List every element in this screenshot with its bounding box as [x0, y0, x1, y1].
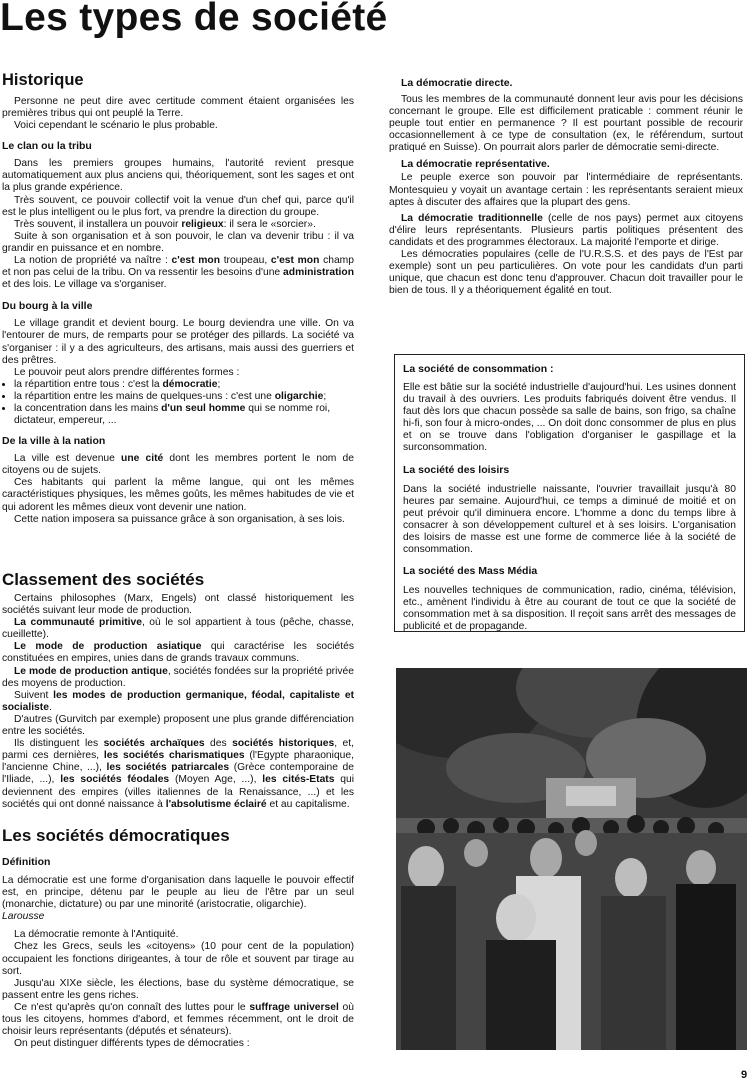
classement-p4: Le mode de production antique, sociétés fondées sur la propriété privée des moyens de production.	[2, 665, 354, 689]
clan-p3: Très souvent, il installera un pouvoir religieux: il sera le «sorcier».	[14, 218, 316, 230]
democratie-traditionnelle-text: La démocratie traditionnelle (celle de nos pays) permet aux citoyens d'élire leurs représentants. Plusieurs partis politiques présentent des candidats et des programmes électoraux. La majorité l'emporte et dirige.	[389, 212, 743, 248]
subsection-title-ville: De la ville à la nation	[2, 435, 106, 448]
democratie-p3: Jusqu'au XIXe siècle, les élections, base du système démocratique, se passent entre les gens riches.	[2, 977, 354, 1001]
bourg-p1: Le village grandit et devient bourg. Le bourg deviendra une ville. On va l'entourer de murs, de remparts pour se protéger des pillards. La société va s'organiser : il y a des agriculteurs, des artisans, mais aussi des guerriers et des prêtres.	[2, 318, 354, 366]
definition-source: Larousse	[2, 911, 45, 923]
clan-p5: La notion de propriété va naître : c'est mon troupeau, c'est mon champ et non pas celui de la tribu. On va ressentir les besoins d'une administration et des lois. Le village va s'organiser.	[2, 255, 354, 291]
right-column-types	[389, 77, 743, 297]
pouvoir-forms-list	[2, 379, 354, 427]
classement-p7: Ils distinguent les sociétés archaïques des sociétés historiques, et, parmi ces dernières, les sociétés charismatiques (l'Egypte pharaonique, l'ancienne Chine, ...), les sociétés patriarcales (Grèce contemporaine de l'Iliade, ...), les sociétés féodales (Moyen Age, ...), les cités-Etats qui deviennent des empires (villes italiennes de la Renaissance, ...) et les sociétés qui ont donné naissance à l'absolutisme éclairé et au capitalisme.	[2, 738, 355, 810]
democratie-p5: On peut distinguer différents types de démocraties :	[14, 1038, 250, 1050]
societe-consommation-text: Elle est bâtie sur la société industrielle d'aujourd'hui. Les usines donnent du travail à des ouvriers. Les produits fabriqués doivent être vendus. Il faut dès lors que chacun possède sa salle de bains, son frigo, sa chaîne hi-fi, son four à micro-ondes, ... On doit donc consommer de plus en plus et on se trouve dans l'obligation d'organiser le gaspillage et la surconsommation.	[403, 382, 736, 454]
clan-p1: Dans les premiers groupes humains, l'autorité revient presque automatiquement aux plus anciens qui, théoriquement, sont les sages et ont la plus grande expérience.	[2, 158, 354, 194]
page-title: Les types de société	[0, 0, 388, 39]
societes-encadre	[394, 354, 745, 632]
classement-p5: Suivent les modes de production germanique, féodal, capitaliste et socialiste.	[2, 689, 354, 713]
democratie-p1: La démocratie remonte à l'Antiquité.	[14, 929, 179, 941]
democratie-representative-text: Le peuple exerce son pouvoir par l'intermédiaire de représentants. Montesquieu y voyait un avantage certain : les représentants seraient mieux aptes à discuter des affaires que la plupart des gens.	[389, 172, 743, 208]
bourg-p2: Le pouvoir peut alors prendre différentes formes :	[14, 366, 240, 378]
democraties-populaires-text: Les démocraties populaires (celle de l'U.R.S.S. et des pays de l'Est par exemple) sont un peu particulières. On vote pour les candidats d'un parti unique, que chacun est donc tenu d'approuver. Chacun doit travailler pour le bien de tous. Il y a théoriquement égalité en tout.	[389, 249, 743, 297]
ville-p3: Cette nation imposera sa puissance grâce à son organisation, à ses lois.	[14, 513, 345, 525]
societe-mass-media-text: Les nouvelles techniques de communication, radio, cinéma, télévision, etc., amènent l'individu à être au courant de tout ce que la société de consommation met à sa disposition. Il reçoit sans arrêt des messages de publicité et de propagande.	[403, 585, 736, 633]
ville-p1: La ville est devenue une cité dont les membres portent le nom de citoyens ou de sujets.	[2, 453, 354, 477]
title-societe-consommation: La société de consommation :	[403, 363, 554, 375]
crowd-photo	[396, 668, 747, 1050]
classement-p1: Certains philosophes (Marx, Engels) ont classé historiquement les sociétés suivant leur mode de production.	[2, 593, 354, 617]
societe-loisirs-text: Dans la société industrielle naissante, l'ouvrier travaillait jusqu'à 80 heures par semaine. Aujourd'hui, ce temps a diminué de moitié et on peut prévoir qu'il diminuera encore. L'homme a donc du temps libre à consacrer à son développement culturel et à ses loisirs. L'organisation des loisirs de masse est une forme de commerce liée à la société de consommation.	[403, 483, 736, 556]
section-title-historique: Historique	[2, 71, 84, 89]
historique-intro: Personne ne peut dire avec certitude comment étaient organisées les premières tribus qui ont peuplé la Terre.	[2, 96, 354, 120]
classement-p3: Le mode de production asiatique qui caractérise les sociétés constituées en empires, unies dans de grands travaux communs.	[2, 641, 355, 665]
title-societe-loisirs: La société des loisirs	[403, 463, 510, 476]
list-item: • la répartition entre les mains de quelques-uns : c'est une oligarchie;	[14, 391, 354, 403]
democratiques-section	[2, 826, 354, 1050]
list-item: • la concentration dans les mains d'un seul homme qui se nomme roi, dictateur, empereur, ...	[14, 403, 354, 427]
title-democratie-representative: La démocratie représentative.	[401, 158, 550, 171]
historique-intro2: Voici cependant le scénario le plus probable.	[14, 120, 218, 132]
clan-p2: Très souvent, ce pouvoir collectif voit la venue d'un chef qui, parce qu'il est le plus intelligent ou le plus fort, va prendre la direction du groupe.	[2, 194, 354, 218]
definition-text: La démocratie est une forme d'organisation dans laquelle le pouvoir effectif est, en principe, détenu par le peuple au lieu de l'être par un seul (monarchie, dictature) ou par une minorité (aristocratie, oligarchie).	[2, 875, 354, 911]
subsection-title-bourg: Du bourg à la ville	[2, 300, 93, 313]
democratie-p2: Chez les Grecs, seuls les «citoyens» (10 pour cent de la population) occupaient les fonctions dirigeantes, à tour de rôle et souvent par tirage au sort.	[2, 941, 354, 977]
section-title-classement: Classement des sociétés	[2, 570, 205, 589]
subsection-title-clan: Le clan ou la tribu	[2, 140, 92, 153]
classement-section	[2, 570, 354, 811]
subsection-title-definition: Définition	[2, 856, 51, 868]
clan-p4: Suite à son organisation et à son pouvoir, le clan va devenir tribu : il va grandir en puissance et en nombre.	[2, 230, 354, 254]
classement-p6: D'autres (Gurvitch par exemple) proposent une plus grande différenciation entre les sociétés.	[2, 713, 354, 738]
title-societe-mass-media: La société des Mass Média	[403, 565, 538, 578]
section-title-democratiques: Les sociétés démocratiques	[2, 826, 230, 845]
left-column	[2, 71, 354, 526]
ville-p2: Ces habitants qui parlent la même langue, qui ont les mêmes caractéristiques physiques, les mêmes goûts, les mêmes habitudes de vie et qui adorent les mêmes dieux vont devenir une nation.	[2, 477, 354, 513]
democratie-p4: Ce n'est qu'après qu'on connaît des luttes pour le suffrage universel où tous les citoyens, hommes d'abord, et femmes récemment, ont le droit de choisir leurs représentants (députés et sénateurs).	[2, 1001, 354, 1038]
title-democratie-directe: La démocratie directe.	[401, 77, 513, 89]
page-number: 9	[741, 1069, 747, 1081]
list-item: • la répartition entre tous : c'est la démocratie;	[14, 379, 354, 391]
democratie-directe-text: Tous les membres de la communauté donnent leur avis pour les décisions concernant le groupe. Elle est difficilement praticable : comment réunir le peuple tout entier en permanence ? Il est pourtant possible de recourir occasionnellement à ce type de consultation (ex, le référendum, surtout pratiqué en Suisse). On pourrait alors parler de démocratie semi-directe.	[389, 94, 743, 154]
classement-p2: La communauté primitive, où le sol appartient à tous (pêche, chasse, cueillette).	[2, 617, 354, 641]
